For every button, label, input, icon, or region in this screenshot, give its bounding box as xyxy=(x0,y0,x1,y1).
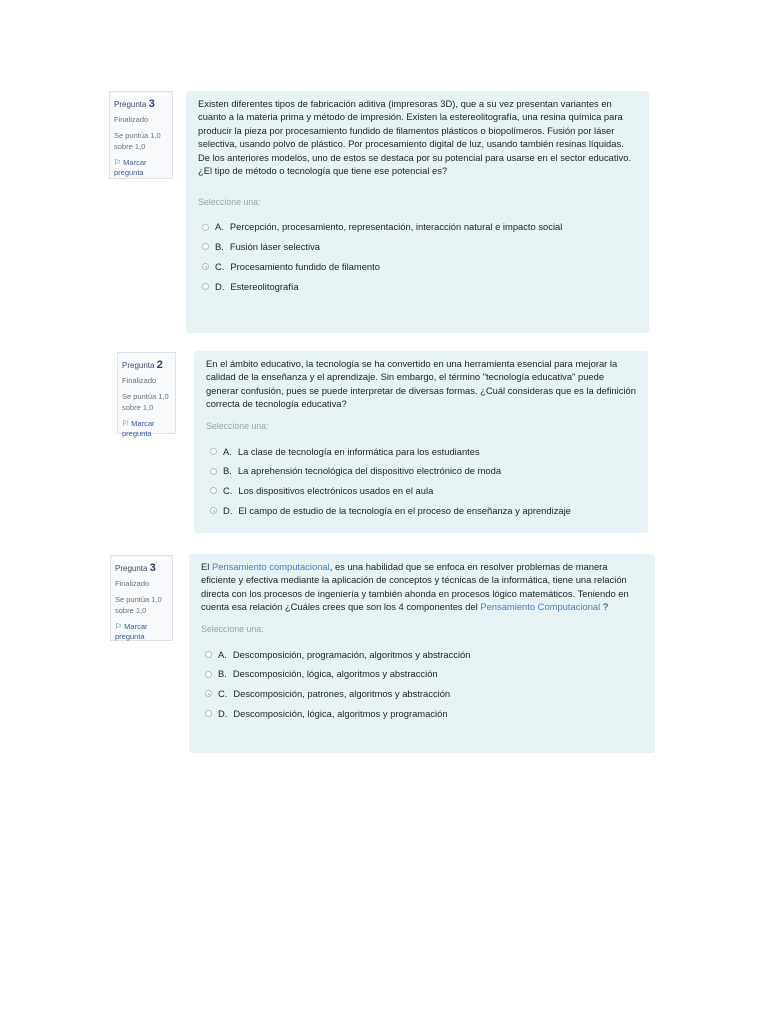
answer-option[interactable] xyxy=(210,481,636,501)
question-content xyxy=(189,554,655,753)
radio-button[interactable] xyxy=(205,671,212,678)
answer-option[interactable] xyxy=(202,237,637,257)
question-info xyxy=(110,555,173,641)
question-number: Pregunta 2 xyxy=(122,359,163,371)
answer-option[interactable] xyxy=(210,501,636,521)
option-letter: D. xyxy=(218,707,228,719)
option-letter: A. xyxy=(218,648,227,660)
question-text: Existen diferentes tipos de fabricación aditiva (impresoras 3D), que a su vez presentan variantes en cuanto a la materia prima y método de impresión. Existen la estereolitografía, una resina química para producir la pieza por procesamiento fundido de filamentos plásticos o biopolímeros. Fusión por láser selectiva, usando polvo de plástico. Por procesamiento digital de luz, usando también resinas líquidas. De los anteriores modelos, uno de estos se destaca por su potencial para usarse en el sector educativo. ¿El tipo de método o tecnología que tiene ese potencial es? xyxy=(198,98,632,177)
flag-question-button[interactable] xyxy=(115,621,168,643)
option-text: Descomposición, lógica, algoritmos y programación xyxy=(233,707,448,719)
option-text: La clase de tecnología en informática para los estudiantes xyxy=(237,445,480,457)
answer-list xyxy=(198,217,637,296)
option-letter: C. xyxy=(223,485,233,497)
answer-option[interactable] xyxy=(205,664,643,684)
option-text: El campo de estudio de la tecnología en el proceso de enseñanza y aprendizaje xyxy=(238,504,571,516)
option-letter: B. xyxy=(223,465,232,477)
question-number: Pregunta 3 xyxy=(115,562,156,574)
glossary-link[interactable]: Pensamiento computacional xyxy=(211,561,330,572)
option-text: Estereolitografía xyxy=(230,280,299,292)
radio-button[interactable] xyxy=(205,710,212,717)
option-letter: C. xyxy=(218,688,228,700)
option-text: La aprehensión tecnológica del dispositivo electrónico de moda xyxy=(237,465,502,477)
flag-label: Marcar pregunta xyxy=(122,418,155,439)
answer-option[interactable] xyxy=(210,441,636,461)
question-state: Finalizado xyxy=(114,114,149,124)
radio-button[interactable] xyxy=(210,487,217,494)
answer-list xyxy=(206,441,636,520)
option-letter: B. xyxy=(218,668,227,680)
radio-button[interactable] xyxy=(210,468,217,475)
question-info xyxy=(109,91,173,179)
option-letter: D. xyxy=(215,280,225,292)
question-grade: Se puntúa 1,0 sobre 1,0 xyxy=(115,595,162,615)
answer-prompt: Seleccione una: xyxy=(201,623,264,634)
question-grade: Se puntúa 1,0 sobre 1,0 xyxy=(114,131,161,151)
flag-label: Marcar pregunta xyxy=(114,157,147,178)
question-text: En el ámbito educativo, la tecnología se ha convertido en una herramienta esencial para mejorar la calidad de la enseñanza y el aprendizaje. Sin embargo, el término "tecnología educativa" puede generar confusión, pues se puede interpretar de diversas formas. ¿Cuál consideras que es la definición correcta de tecnología educativa? xyxy=(206,358,636,410)
radio-button[interactable] xyxy=(202,243,209,250)
glossary-link[interactable]: Pensamiento Computacional xyxy=(480,601,601,613)
flag-icon: ⚐ xyxy=(122,418,130,428)
question-number: Pregunta 3 xyxy=(114,98,155,110)
radio-button-selected[interactable] xyxy=(210,507,217,514)
option-text: Procesamiento fundido de filamento xyxy=(230,260,380,272)
radio-button-selected[interactable] xyxy=(205,690,212,697)
question-content xyxy=(186,91,649,333)
flag-icon: ⚐ xyxy=(115,621,123,631)
option-text: Percepción, procesamiento, representación, interacción natural e impacto social xyxy=(229,221,563,233)
answer-prompt: Seleccione una: xyxy=(198,196,261,207)
answer-option[interactable] xyxy=(205,704,643,724)
flag-question-button[interactable] xyxy=(114,157,168,179)
option-text: Los dispositivos electrónicos usados en el aula xyxy=(238,485,434,497)
question-text: El Pensamiento computacional, es una habilidad que se enfoca en resolver problemas de manera eficiente y efectiva mediante la aplicación de conceptos y técnicas de la informática, tiene una relación directa con los procesos de ingeniería y también ahonda en procesos lógico matemáticos. Teniendo en cuenta esa relación ¿Cuáles crees que son los 4 componentes del Pensamiento Computacional ? xyxy=(201,561,629,613)
option-text: Descomposición, patrones, algoritmos y abstracción xyxy=(233,688,451,700)
flag-icon: ⚐ xyxy=(114,157,122,167)
question-content xyxy=(194,351,648,533)
answer-option[interactable] xyxy=(210,461,636,481)
flag-question-button[interactable] xyxy=(122,418,171,440)
option-letter: A. xyxy=(223,445,232,457)
option-letter: D. xyxy=(223,504,233,516)
option-text: Descomposición, lógica, algoritmos y abstracción xyxy=(232,668,438,680)
radio-button[interactable] xyxy=(202,283,209,290)
option-text: Fusión láser selectiva xyxy=(229,241,321,253)
option-letter: C. xyxy=(215,260,225,272)
answer-option[interactable] xyxy=(205,644,643,664)
radio-button-selected[interactable] xyxy=(202,263,209,270)
answer-option[interactable] xyxy=(205,684,643,704)
question-grade: Se puntúa 1,0 sobre 1,0 xyxy=(122,392,169,412)
answer-prompt: Seleccione una: xyxy=(206,420,269,431)
option-letter: A. xyxy=(215,221,224,233)
answer-option[interactable] xyxy=(202,277,637,297)
radio-button[interactable] xyxy=(205,651,212,658)
answer-option[interactable] xyxy=(202,217,637,237)
option-text: Descomposición, programación, algoritmos y abstracción xyxy=(232,648,471,660)
radio-button[interactable] xyxy=(202,224,209,231)
question-state: Finalizado xyxy=(115,578,150,588)
question-state: Finalizado xyxy=(122,375,157,385)
option-letter: B. xyxy=(215,241,224,253)
radio-button[interactable] xyxy=(210,448,217,455)
answer-list xyxy=(201,644,643,723)
question-info xyxy=(117,352,176,439)
flag-label: Marcar pregunta xyxy=(115,621,148,642)
answer-option[interactable] xyxy=(202,257,637,277)
